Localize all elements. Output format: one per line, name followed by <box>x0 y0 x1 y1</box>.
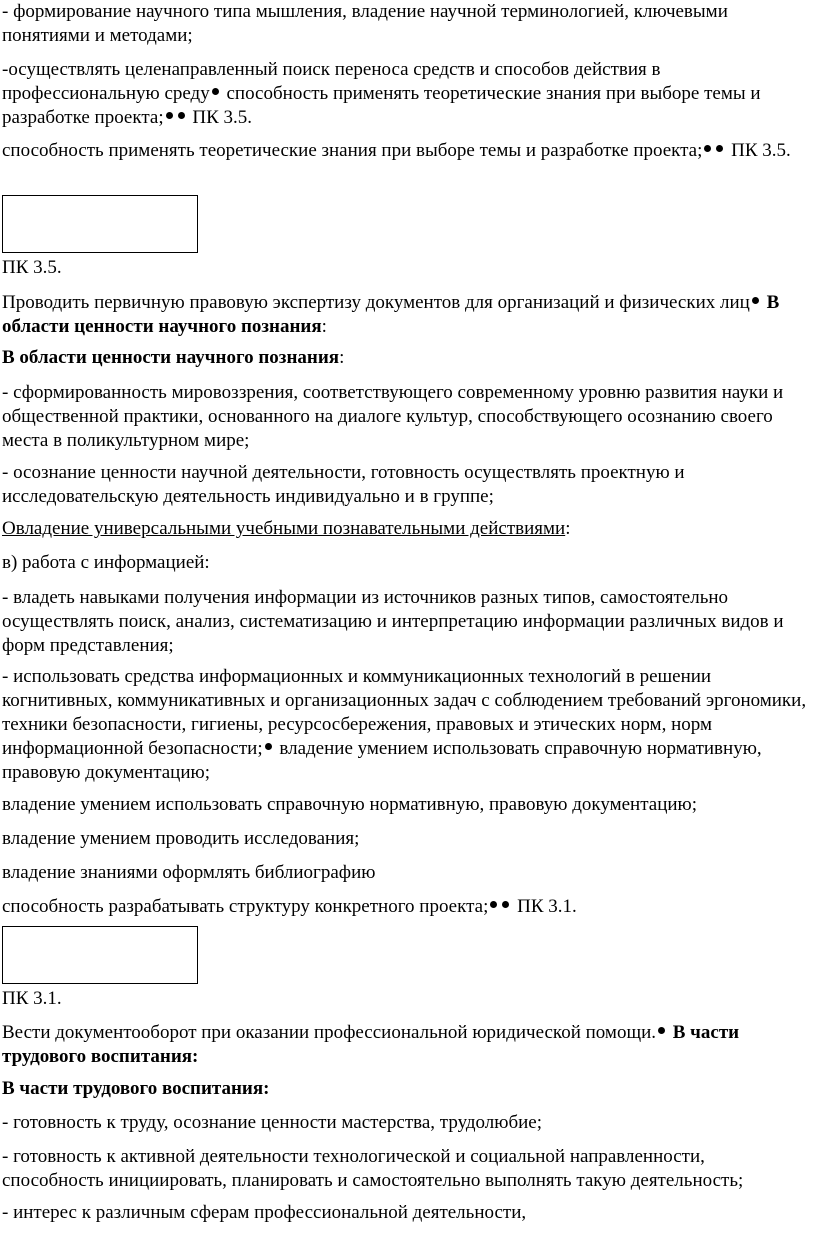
paragraph-info-skills: - владеть навыками получения информации из источников разных типов, самостоятельно осуществлять поиск, анализ, систематизацию и интерпретацию информации различных видов и форм представления; <box>2 587 784 656</box>
text-colon: : <box>565 518 571 539</box>
paragraph-legal-expertise <box>2 291 810 339</box>
paragraph-purposeful-search <box>2 58 810 130</box>
bullet-icon <box>212 88 219 95</box>
bullet-icon <box>752 297 759 304</box>
paragraph-research-skill: владение умением проводить исследования; <box>2 828 360 849</box>
pk-35-label: ПК 3.5. <box>2 257 62 278</box>
heading-scientific-value <box>2 346 810 370</box>
paragraph-documentation-skill: владение умением использовать справочную нормативную, правовую документацию; <box>2 794 698 815</box>
paragraph-readiness-to-work: - готовность к труду, осознание ценности мастерства, трудолюбие; <box>2 1112 543 1133</box>
bullet-icon <box>490 901 497 908</box>
bullet-icon <box>265 743 272 750</box>
paragraph-bibliography: владение знаниями оформлять библиографию <box>2 862 376 883</box>
paragraph-document-flow <box>2 1021 810 1069</box>
text-apply-theory: способность применять теоретические знания при выборе темы и разработке проекта; <box>2 83 761 128</box>
heading-text: Овладение универсальными учебными познавательными действиями <box>2 518 566 539</box>
paragraph-professional-interest: - интерес к различным сферам профессиональной деятельности, <box>2 1202 527 1223</box>
empty-frame <box>2 195 198 253</box>
text-documentation-skill: владение умением использовать справочную нормативную, правовую документацию; <box>2 738 762 783</box>
text-colon: : <box>339 347 345 368</box>
text-colon: : <box>321 316 327 337</box>
pk-31-label: ПК 3.1. <box>2 988 62 1009</box>
text-pk-code: ПК 3.1. <box>512 896 577 917</box>
heading-text: В области ценности научного познания <box>2 347 340 368</box>
text-purposeful-search: -осуществлять целенаправленный поиск переноса средств и способов действия в профессиональную среду <box>2 59 661 104</box>
text-apply-theory: способность применять теоретические знания при выборе темы и разработке проекта; <box>2 140 703 161</box>
empty-frame <box>2 926 198 984</box>
text-labor-education: В части трудового воспитания: <box>2 1022 740 1067</box>
text-document-flow: Вести документооборот при оказании профессиональной юридической помощи. <box>2 1022 656 1043</box>
text-scientific-value: В области ценности научного познания <box>2 292 780 337</box>
text-pk-code: ПК 3.5. <box>726 140 791 161</box>
paragraph-ict-use <box>2 665 810 785</box>
text-project-structure: способность разрабатывать структуру конкретного проекта; <box>2 896 489 917</box>
text-pk-code: ПК 3.5. <box>187 107 252 128</box>
paragraph-project-structure <box>2 895 810 919</box>
text-ict-use: - использовать средства информационных и коммуникационных технологий в решении когнитивных, коммуникативных и организационных задач с соблюдением требований эргономики, техники безопасности, гигиены, ресурсосбережения, правовых и этических норм, норм информационной безопасности; <box>2 666 807 759</box>
bullet-icon <box>166 112 173 119</box>
bullet-icon <box>502 901 509 908</box>
paragraph-apply-theory <box>2 139 810 163</box>
bullet-icon <box>716 145 723 152</box>
text-legal-expertise: Проводить первичную правовую экспертизу документов для организаций и физических лиц <box>2 292 750 313</box>
paragraph-working-with-info: в) работа с информацией: <box>2 552 210 573</box>
paragraph-scientific-thinking: - формирование научного типа мышления, владение научной терминологией, ключевыми понятиями и методами; <box>2 1 728 46</box>
heading-labor-education <box>2 1077 810 1101</box>
heading-text: В части трудового воспитания: <box>2 1078 270 1099</box>
paragraph-worldview: - сформированность мировоззрения, соответствующего современному уровню развития науки и общественной практики, основанного на диалоге культур, способствующего осознанию своего места в поликультурном мире; <box>2 382 784 451</box>
bullet-icon <box>178 112 185 119</box>
bullet-icon <box>658 1027 665 1034</box>
paragraph-research-activity: - осознание ценности научной деятельности, готовность осуществлять проектную и исследовательскую деятельность индивидуально и в группе; <box>2 462 685 507</box>
bullet-icon <box>704 145 711 152</box>
paragraph-active-activity: - готовность к активной деятельности технологической и социальной направленности, способность инициировать, планировать и самостоятельно выполнять такую деятельность; <box>2 1146 744 1191</box>
heading-universal-actions <box>2 517 810 541</box>
